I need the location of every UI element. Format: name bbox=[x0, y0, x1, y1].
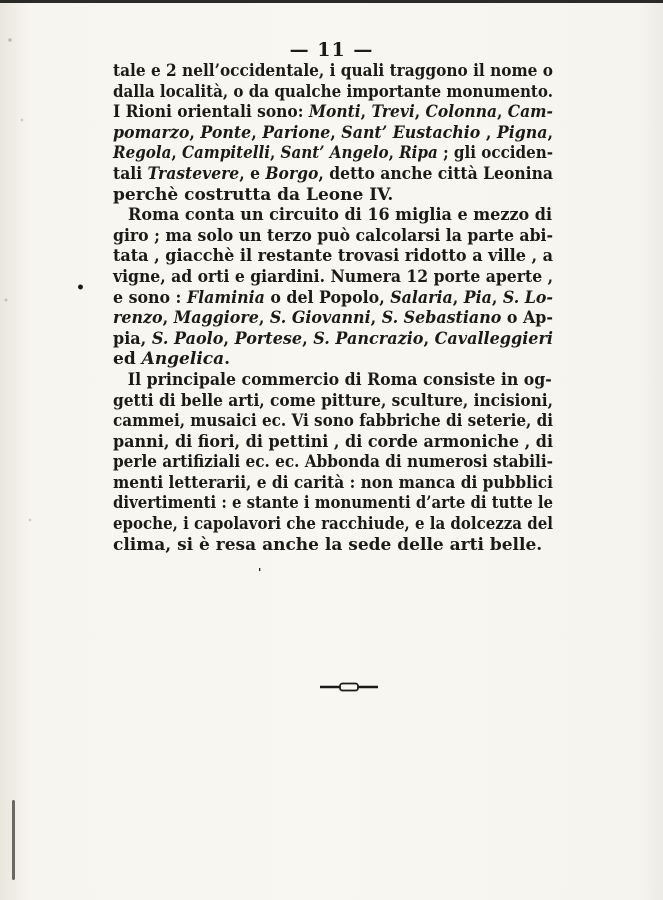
text-line bbox=[113, 411, 553, 432]
text-segment: menti letterarii, e di carità : non manca di pubblici bbox=[113, 472, 554, 493]
text-segment: giro ; ma solo un terzo può calcolarsi la parte abi- bbox=[113, 225, 554, 246]
italic-text: S. Lo- bbox=[502, 287, 553, 308]
text-segment: dalla località, o da qualche importante monumento. bbox=[113, 81, 553, 102]
text-segment: , bbox=[171, 143, 182, 164]
italic-text: Trastevere bbox=[147, 163, 240, 184]
text-line bbox=[113, 267, 553, 288]
italic-text: Cavalleggieri bbox=[434, 328, 554, 349]
text-line bbox=[113, 473, 553, 494]
stray-mark: ' bbox=[258, 566, 262, 579]
text-line bbox=[113, 370, 552, 391]
italic-text: S. Paolo bbox=[151, 328, 224, 349]
italic-text: Sant’ Eustachio bbox=[341, 122, 481, 143]
italic-text: renzo bbox=[113, 308, 163, 329]
italic-text: Pigna bbox=[496, 122, 548, 143]
text-line bbox=[113, 102, 553, 123]
text-segment: I Rioni orientali sono: bbox=[113, 102, 309, 123]
italic-text: Flaminia bbox=[186, 287, 265, 308]
top-border-rule bbox=[0, 0, 663, 3]
italic-text: Sant’ Angelo bbox=[280, 143, 389, 164]
italic-text: Salaria bbox=[390, 287, 453, 308]
text-segment: perle artifiziali ec. ec. Abbonda di numerosi stabili- bbox=[113, 452, 553, 473]
text-segment: , bbox=[302, 328, 314, 349]
italic-text: Cam- bbox=[507, 102, 553, 123]
text-segment: , bbox=[452, 287, 464, 308]
text-segment: , bbox=[423, 328, 435, 349]
text-line bbox=[113, 349, 553, 370]
text-line bbox=[113, 246, 553, 267]
text-line bbox=[113, 143, 553, 164]
text-segment: , bbox=[547, 122, 553, 143]
text-segment: getti di belle arti, come pitture, sculture, incisioni, bbox=[113, 390, 554, 411]
text-segment: panni, di fiori, di pettini , di corde armoniche , di bbox=[113, 431, 554, 452]
text-segment: , bbox=[370, 308, 382, 329]
margin-bullet: • bbox=[76, 280, 85, 296]
italic-text: Ponte bbox=[200, 122, 252, 143]
italic-text: Portese bbox=[234, 328, 303, 349]
text-line bbox=[113, 308, 553, 329]
text-line bbox=[113, 329, 553, 350]
text-line bbox=[113, 82, 553, 103]
text-segment: divertimenti : e stante i monumenti d’arte di tutte le bbox=[113, 493, 553, 514]
italic-text: Parione bbox=[262, 122, 331, 143]
text-segment: , bbox=[388, 143, 400, 164]
text-segment: , bbox=[162, 308, 174, 329]
text-segment: tata , giacchè il restante trovasi ridotto a ville , a bbox=[113, 246, 554, 267]
text-segment: Il principale commercio di Roma consiste in og- bbox=[127, 369, 552, 390]
margin-ink-stroke bbox=[12, 800, 15, 880]
italic-text: Regola bbox=[113, 143, 172, 164]
text-line bbox=[113, 226, 553, 247]
italic-text: Campitelli bbox=[181, 143, 270, 164]
text-segment: , bbox=[496, 102, 508, 123]
text-line bbox=[113, 205, 552, 226]
text-segment: o Ap- bbox=[501, 308, 553, 329]
italic-text: Borgo bbox=[265, 163, 319, 184]
text-segment: tali bbox=[113, 163, 148, 184]
text-segment: vigne, ad orti e giardini. Numera 12 porte aperte , bbox=[113, 266, 554, 287]
text-line bbox=[113, 288, 553, 309]
page-edge-speckles bbox=[0, 0, 50, 900]
text-line bbox=[113, 452, 553, 473]
italic-text: Ripa bbox=[399, 143, 438, 164]
end-ornament bbox=[320, 681, 378, 693]
text-line bbox=[113, 123, 553, 144]
text-segment: pia, bbox=[113, 328, 152, 349]
body-text bbox=[113, 61, 553, 555]
text-line bbox=[113, 61, 553, 82]
text-line bbox=[113, 185, 553, 206]
italic-text: pomarzo bbox=[113, 122, 190, 143]
text-segment: , bbox=[480, 122, 497, 143]
text-line bbox=[113, 391, 553, 412]
text-segment: e sono : bbox=[113, 287, 187, 308]
text-segment: epoche, i capolavori che racchiude, e la dolcezza del bbox=[113, 514, 553, 535]
italic-text: Trevi bbox=[371, 102, 415, 123]
text-segment: . bbox=[224, 349, 231, 370]
text-segment: , bbox=[360, 102, 372, 123]
italic-text: Angelica bbox=[141, 349, 225, 370]
text-segment: , bbox=[491, 287, 503, 308]
text-segment: clima, si è resa anche la sede delle arti belle. bbox=[113, 534, 543, 555]
text-line bbox=[113, 432, 553, 453]
text-segment: o del Popolo, bbox=[264, 287, 391, 308]
page-number: — 11 — bbox=[289, 39, 374, 61]
text-segment: cammei, musaici ec. Vi sono fabbriche di seterie, di bbox=[113, 411, 554, 432]
text-line bbox=[113, 514, 553, 535]
text-segment: , e bbox=[239, 163, 266, 184]
italic-text: S. Sebastiano bbox=[381, 308, 502, 329]
text-segment: ; gli occiden- bbox=[437, 143, 554, 164]
text-line bbox=[113, 535, 553, 556]
text-segment: perchè costrutta da Leone IV. bbox=[113, 184, 394, 205]
text-line bbox=[113, 164, 553, 185]
text-segment: , bbox=[189, 122, 201, 143]
italic-text: Colonna bbox=[425, 102, 497, 123]
italic-text: Maggiore bbox=[173, 308, 259, 329]
text-segment: , bbox=[258, 308, 270, 329]
text-line bbox=[113, 493, 553, 514]
text-segment: , detto anche città Leonina bbox=[318, 163, 553, 184]
text-segment: tale e 2 nell’occidentale, i quali traggono il nome o bbox=[113, 61, 554, 81]
text-segment: , bbox=[330, 122, 342, 143]
text-segment: , bbox=[223, 328, 235, 349]
text-segment: , bbox=[251, 122, 263, 143]
italic-text: S. Giovanni bbox=[269, 308, 371, 329]
text-segment: ed bbox=[113, 349, 142, 370]
text-segment: Roma conta un circuito di 16 miglia e mezzo di bbox=[128, 205, 553, 226]
italic-text: Monti bbox=[308, 102, 361, 123]
text-segment: , bbox=[414, 102, 426, 123]
italic-text: S. Pancrazio bbox=[313, 328, 424, 349]
italic-text: Pia bbox=[463, 287, 492, 308]
text-segment: , bbox=[269, 143, 281, 164]
